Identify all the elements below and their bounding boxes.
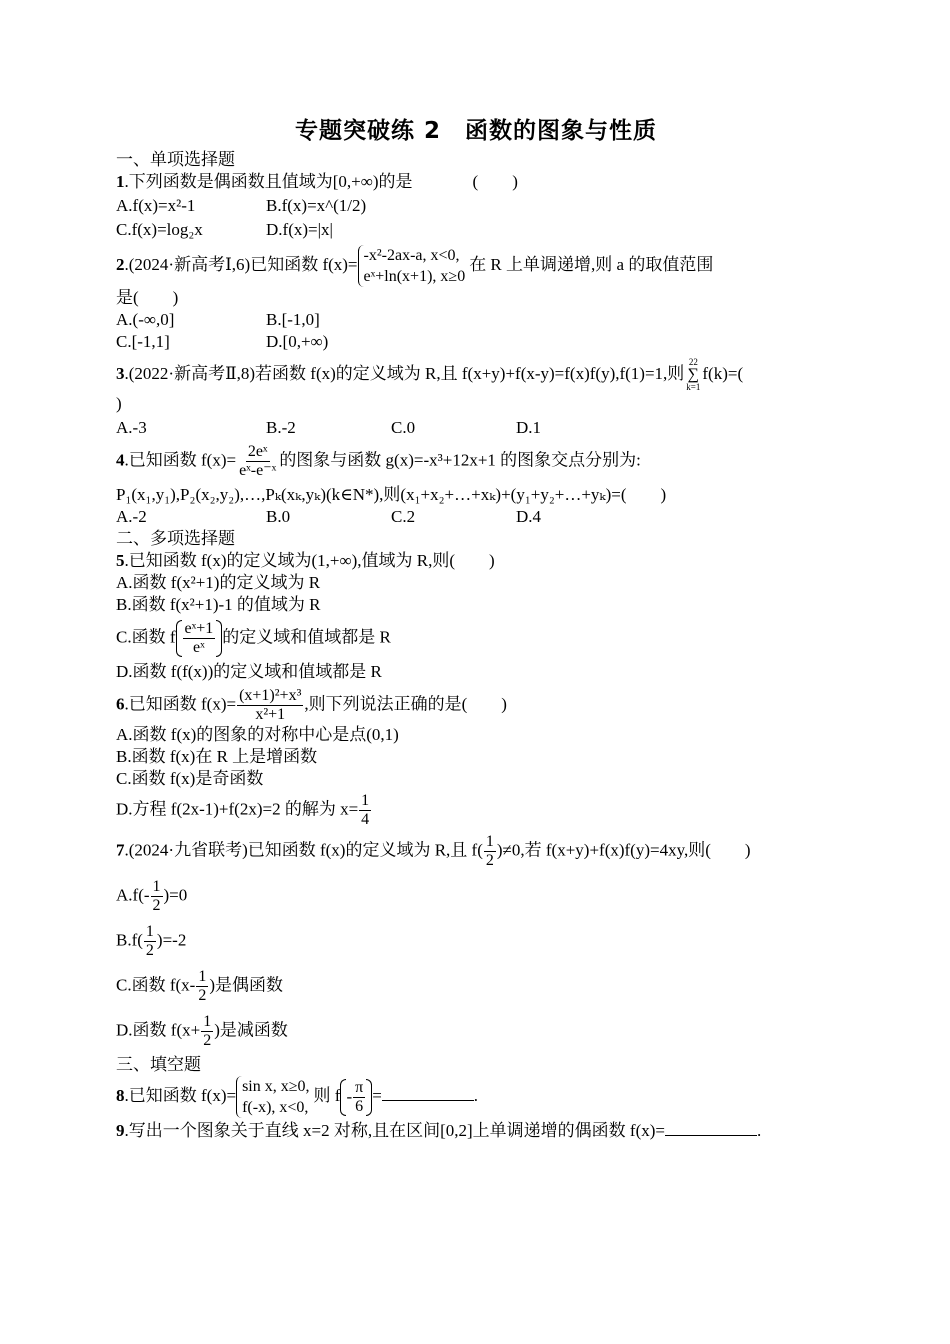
question-text: 则 f	[313, 1085, 341, 1105]
question-number: 1	[116, 172, 125, 191]
section-heading-fill-in: 三、填空题	[116, 1055, 201, 1075]
numerator: 1	[198, 968, 207, 985]
option-text: )是减函数	[214, 1020, 288, 1040]
option-a: A.-3	[116, 418, 147, 437]
question-number: 7	[116, 840, 125, 860]
numerator: 1	[203, 1013, 212, 1030]
numerator: eˣ+1	[184, 620, 214, 637]
question-6-stem	[116, 687, 836, 724]
question-text: 已知函数 f(x)=	[250, 254, 358, 274]
question-number: 5	[116, 551, 125, 570]
question-number: 3	[116, 363, 125, 383]
question-text: ,则下列说法正确的是( )	[304, 694, 507, 714]
option-c: C.0	[391, 418, 416, 437]
piece-1: sin x, x≥0,	[242, 1078, 310, 1095]
question-text: 的图象与函数 g(x)=-x³+12x+1 的图象交点分别为:	[279, 450, 641, 470]
question-number: 4	[116, 450, 125, 470]
question-3-options	[116, 417, 836, 439]
denominator: 4	[361, 811, 370, 828]
question-1-options-row-1	[116, 195, 836, 217]
minus-sign: -	[346, 1087, 353, 1106]
option-c: C.2	[391, 507, 416, 526]
question-3-tail: )	[116, 394, 122, 413]
fraction	[201, 1013, 213, 1050]
option-b: B.[-1,0]	[266, 310, 320, 329]
numerator: π	[355, 1078, 364, 1096]
numerator: 1	[361, 792, 370, 809]
denominator: 2	[198, 987, 207, 1004]
question-source: .(2024·九省联考)	[124, 840, 248, 860]
question-text: .已知函数 f(x)=	[124, 694, 237, 714]
equals-sign: =	[372, 1085, 382, 1105]
option-c: C.f(x)=log₂x	[116, 220, 203, 239]
piece-1: -x²-2ax-a, x<0,	[363, 247, 460, 264]
question-2-options-row-1	[116, 309, 836, 331]
question-text: 在 R 上单调递增,则 a 的取值范围	[469, 254, 714, 274]
fraction	[359, 792, 371, 829]
question-4-stem-cont: P₁(x₁,y₁),P₂(x₂,y₂),…,Pₖ(xₖ,yₖ)(k∈N*),则(x₁+x₂+…+xₖ)+(y₁+y₂+…+yₖ)=( )	[116, 485, 667, 504]
option-a: A.-2	[116, 507, 147, 526]
answer-blank[interactable]	[665, 1135, 757, 1136]
option-c: C.函数 f(x)是奇函数	[116, 769, 264, 788]
option-d: D.f(x)=|x|	[266, 220, 333, 239]
option-b: B.-2	[266, 418, 296, 437]
question-1-options-row-2	[116, 219, 836, 241]
question-number: 6	[116, 694, 125, 714]
option-c: C.[-1,1]	[116, 332, 170, 351]
question-2-options-row-2	[116, 331, 836, 353]
question-source: .(2024·新高考Ⅰ,6)	[124, 254, 251, 274]
question-number: 2	[116, 254, 125, 274]
question-2-stem	[116, 245, 836, 287]
option-c	[116, 968, 836, 1005]
question-text: )≠0,若 f(x+y)+f(x)f(y)=4xy,则( )	[496, 840, 751, 860]
option-text: 的定义域和值域都是 R	[222, 627, 391, 647]
option-text: D.函数 f(x+	[116, 1020, 201, 1040]
question-text: .写出一个图象关于直线 x=2 对称,且在区间[0,2]上单调递增的偶函数 f(x)=	[124, 1121, 665, 1140]
option-b: B.函数 f(x²+1)-1 的值域为 R	[116, 595, 321, 614]
question-text: .已知函数 f(x)的定义域为(1,+∞),值域为 R,则( )	[124, 551, 495, 570]
question-8-stem	[116, 1076, 836, 1118]
question-number: 8	[116, 1085, 125, 1105]
sum-lower: k=1	[686, 382, 701, 392]
fraction	[151, 878, 163, 915]
option-b: B.f(x)=x^(1/2)	[266, 196, 367, 215]
parenthesized-fraction	[176, 620, 223, 657]
numerator: 2eˣ	[247, 443, 268, 460]
option-text: )=-2	[156, 930, 187, 950]
sum-body: f(k)=(	[702, 363, 744, 383]
period: .	[756, 1121, 762, 1140]
fraction	[237, 687, 303, 724]
denominator: 2	[145, 942, 154, 959]
answer-paren: ( )	[472, 172, 518, 191]
worksheet	[116, 112, 836, 1142]
option-text: D.方程 f(2x-1)+f(2x)=2 的解为 x=	[116, 799, 359, 819]
option-b: B.函数 f(x)在 R 上是增函数	[116, 747, 318, 766]
option-d	[116, 792, 836, 829]
question-2-stem-cont: 是( )	[116, 288, 179, 307]
option-d: D.[0,+∞)	[266, 332, 329, 351]
period: .	[473, 1085, 479, 1105]
question-3-stem	[116, 357, 836, 393]
question-4-options	[116, 506, 836, 528]
option-a	[116, 878, 836, 915]
option-text: C.函数 f	[116, 627, 176, 647]
option-text: )=0	[163, 885, 188, 905]
piecewise-brace	[236, 1076, 313, 1118]
option-text: B.f(	[116, 930, 143, 950]
option-b	[116, 923, 836, 960]
sigma-icon: ∑	[687, 366, 700, 383]
option-text: C.函数 f(x-	[116, 975, 196, 995]
option-d: D.1	[516, 418, 542, 437]
question-number: 9	[116, 1121, 125, 1140]
option-d	[116, 1013, 836, 1050]
denominator: 6	[355, 1097, 364, 1115]
denominator: eˣ	[193, 639, 205, 656]
option-text: A.f(-	[116, 885, 150, 905]
summation-sign	[686, 357, 700, 393]
fraction	[144, 923, 156, 960]
question-5-stem	[116, 550, 836, 572]
question-source: .(2022·新高考Ⅱ,8)	[124, 363, 256, 383]
piece-2: eˣ+ln(x+1), x≥0	[363, 268, 466, 285]
option-c	[116, 620, 836, 657]
option-a: A.f(x)=x²-1	[116, 196, 196, 215]
option-text: )是偶函数	[209, 975, 283, 995]
fraction	[196, 968, 208, 1005]
question-text: .下列函数是偶函数且值域为[0,+∞)的是	[124, 172, 413, 191]
fraction	[484, 833, 496, 870]
denominator: 2	[203, 1032, 212, 1049]
denominator: 2	[152, 897, 161, 914]
question-text: 若函数 f(x)的定义域为 R,且 f(x+y)+f(x-y)=f(x)f(y),f(1)=1,则	[255, 363, 685, 383]
option-a: A.函数 f(x)的图象的对称中心是点(0,1)	[116, 725, 399, 744]
option-d: D.函数 f(f(x))的定义域和值域都是 R	[116, 662, 382, 681]
option-b: B.0	[266, 507, 291, 526]
question-text: 已知函数 f(x)的定义域为 R,且 f(	[247, 840, 483, 860]
sum-upper: 22	[688, 357, 698, 367]
page-title: 专题突破练 2 函数的图象与性质	[294, 118, 657, 144]
numerator: 1	[485, 833, 494, 850]
piecewise-brace	[358, 245, 470, 287]
denominator: x²+1	[255, 706, 286, 723]
parenthesized-argument	[340, 1079, 372, 1116]
fraction	[237, 443, 278, 480]
section-heading-multi-choice: 二、多项选择题	[116, 529, 235, 549]
question-text: .已知函数 f(x)=	[124, 1085, 237, 1105]
option-a: A.函数 f(x²+1)的定义域为 R	[116, 573, 321, 592]
answer-blank[interactable]	[382, 1100, 474, 1101]
question-7-stem	[116, 833, 836, 870]
option-d: D.4	[516, 507, 542, 526]
question-9-stem	[116, 1120, 836, 1142]
option-a: A.(-∞,0]	[116, 310, 175, 329]
question-4-stem	[116, 443, 836, 480]
section-heading-single-choice: 一、单项选择题	[116, 150, 235, 170]
numerator: 1	[152, 878, 161, 895]
question-1-stem	[116, 171, 836, 193]
piece-2: f(-x), x<0,	[242, 1099, 309, 1116]
numerator: (x+1)²+x³	[239, 687, 302, 704]
question-text: .已知函数 f(x)=	[124, 450, 237, 470]
numerator: 1	[145, 923, 154, 940]
denominator: eˣ-e⁻ˣ	[239, 462, 277, 479]
denominator: 2	[485, 852, 494, 869]
